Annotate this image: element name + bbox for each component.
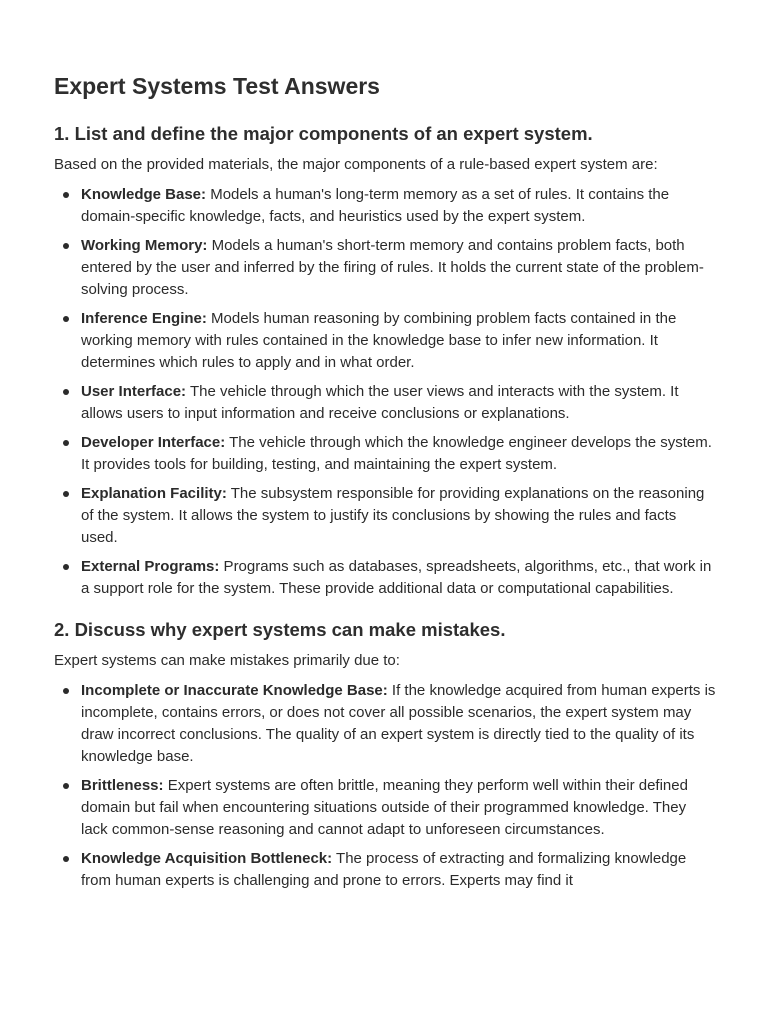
item-term: External Programs: (81, 558, 220, 575)
item-term: Inference Engine: (81, 310, 207, 327)
item-term: Working Memory: (81, 237, 208, 254)
bullet-icon (63, 564, 69, 570)
item-text: The vehicle through which the knowledge engineer develops the system. It provides tools for building, testing, and maintaining the expert system. (81, 434, 712, 473)
bullet-icon (63, 783, 69, 789)
item-text: The process of extracting and formalizing knowledge from human experts is challenging and prone to errors. Experts may find it (81, 850, 687, 889)
list-item (54, 381, 716, 425)
item-text: Expert systems are often brittle, meaning they perform well within their defined domain but fail when encountering situations outside of their programmed knowledge. They lack common-sense reasoning and cannot adapt to unforeseen circumstances. (81, 777, 688, 838)
item-term: Explanation Facility: (81, 485, 227, 502)
list-item (54, 483, 716, 549)
item-term: Incomplete or Inaccurate Knowledge Base: (81, 682, 388, 699)
list-item (54, 308, 716, 374)
list-item (54, 556, 716, 600)
section-mistakes (54, 616, 716, 892)
section-heading: 1. List and define the major components of an expert system. (54, 123, 593, 144)
list-item (54, 235, 716, 301)
mistakes-list (54, 680, 716, 892)
bullet-icon (63, 389, 69, 395)
section-heading: 2. Discuss why expert systems can make mistakes. (54, 619, 506, 640)
bullet-icon (63, 192, 69, 198)
bullet-icon (63, 243, 69, 249)
document-title: Expert Systems Test Answers (54, 73, 380, 99)
item-term: Brittleness: (81, 777, 164, 794)
section-intro: Based on the provided materials, the major components of a rule-based expert system are: (54, 156, 658, 173)
item-term: Knowledge Base: (81, 186, 207, 203)
components-list (54, 184, 716, 600)
item-text: Models a human's long-term memory as a set of rules. It contains the domain-specific knowledge, facts, and heuristics used by the expert system. (81, 186, 670, 225)
bullet-icon (63, 440, 69, 446)
item-text: Models a human's short-term memory and contains problem facts, both entered by the user and inferred by the firing of rules. It holds the current state of the problem-solving process. (81, 237, 704, 298)
item-term: Developer Interface: (81, 434, 226, 451)
bullet-icon (63, 688, 69, 694)
item-text: If the knowledge acquired from human experts is incomplete, contains errors, or does not cover all possible scenarios, the expert system may draw incorrect conclusions. The quality of an expert system is directly tied to the quality of its knowledge base. (81, 682, 716, 765)
bullet-icon (63, 856, 69, 862)
item-term: Knowledge Acquisition Bottleneck: (81, 850, 333, 867)
section-intro: Expert systems can make mistakes primarily due to: (54, 652, 400, 669)
item-text: Models human reasoning by combining problem facts contained in the working memory with rules contained in the knowledge base to infer new information. It determines which rules to apply and in what order. (81, 310, 677, 371)
list-item (54, 775, 716, 841)
list-item (54, 184, 716, 228)
item-text: Programs such as databases, spreadsheets, algorithms, etc., that work in a support role for the system. These provide additional data or computational capabilities. (81, 558, 712, 597)
list-item (54, 848, 716, 892)
list-item (54, 680, 716, 768)
section-components (54, 120, 716, 600)
bullet-icon (63, 491, 69, 497)
item-text: The subsystem responsible for providing explanations on the reasoning of the system. It allows the system to justify its conclusions by showing the rules and facts used. (81, 485, 705, 546)
item-text: The vehicle through which the user views and interacts with the system. It allows users to input information and receive conclusions or explanations. (81, 383, 679, 422)
list-item (54, 432, 716, 476)
bullet-icon (63, 316, 69, 322)
item-term: User Interface: (81, 383, 187, 400)
